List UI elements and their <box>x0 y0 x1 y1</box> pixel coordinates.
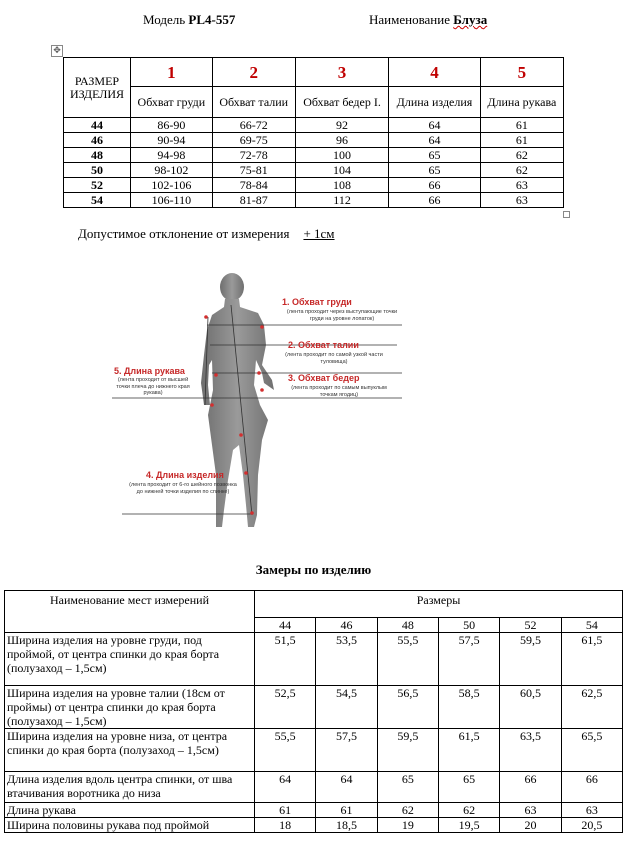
measure-name: Длина изделия вдоль центра спинки, от шва втачивания воротника до низа <box>5 772 255 803</box>
value-cell: 72-78 <box>212 148 295 163</box>
measure-value: 61,5 <box>438 729 499 772</box>
note-hips: (лента проходит по самым выпуклым точкам ягодиц) <box>291 385 387 398</box>
value-cell: 62 <box>480 163 563 178</box>
size-row <box>64 193 564 208</box>
measure-value: 65 <box>438 772 499 803</box>
model-label: Модель <box>143 12 186 27</box>
measure-name: Ширина изделия на уровне груди, под проймой, от центра спинки до края борта (полузаход – 1,5см) <box>5 633 255 686</box>
value-cell: 81-87 <box>212 193 295 208</box>
measure-value: 62,5 <box>561 686 622 729</box>
value-cell: 69-75 <box>212 133 295 148</box>
model-value: PL4-557 <box>188 12 236 27</box>
tolerance-text: Допустимое отклонение от измерения <box>78 226 290 241</box>
measure-value: 66 <box>500 772 561 803</box>
size-column-header: 54 <box>561 618 622 633</box>
size-header: РАЗМЕР ИЗДЕЛИЯ <box>69 73 125 101</box>
measure-value: 63 <box>561 803 622 818</box>
value-cell: 106-110 <box>131 193 213 208</box>
size-row <box>64 118 564 133</box>
tolerance-value: + 1см <box>303 226 335 241</box>
value-cell: 96 <box>295 133 389 148</box>
value-cell: 66 <box>389 178 480 193</box>
value-cell: 112 <box>295 193 389 208</box>
measure-value: 63 <box>500 803 561 818</box>
measure-value: 59,5 <box>500 633 561 686</box>
measure-value: 19,5 <box>438 818 499 833</box>
value-cell: 86-90 <box>131 118 213 133</box>
measure-value: 54,5 <box>316 686 377 729</box>
measure-value: 56,5 <box>377 686 438 729</box>
size-cell: 50 <box>64 163 131 178</box>
measure-value: 64 <box>255 772 316 803</box>
measure-name: Ширина изделия на уровне низа, от центра спинки до края борта (полузаход – 1,5см) <box>5 729 255 772</box>
size-column-header: 44 <box>255 618 316 633</box>
measure-value: 52,5 <box>255 686 316 729</box>
label-sleeve: 5. Длина рукава <box>114 366 185 376</box>
size-column-header: 48 <box>377 618 438 633</box>
measure-row <box>5 818 623 833</box>
value-cell: 65 <box>389 163 480 178</box>
value-cell: 64 <box>389 118 480 133</box>
measure-row <box>5 633 623 686</box>
value-cell: 66-72 <box>212 118 295 133</box>
measure-value: 61 <box>255 803 316 818</box>
value-cell: 63 <box>480 193 563 208</box>
product-name-header <box>369 12 487 28</box>
size-cell: 46 <box>64 133 131 148</box>
measures-title: Замеры по изделию <box>255 562 372 577</box>
measure-value: 53,5 <box>316 633 377 686</box>
measure-value: 19 <box>377 818 438 833</box>
measure-value: 55,5 <box>377 633 438 686</box>
measure-row <box>5 686 623 729</box>
value-cell: 78-84 <box>212 178 295 193</box>
model-header <box>143 12 235 28</box>
value-cell: 104 <box>295 163 389 178</box>
table-move-handle-icon[interactable]: ✥ <box>51 45 63 57</box>
col-name: Обхват талии <box>212 87 295 118</box>
col-name: Длина изделия <box>389 87 480 118</box>
size-cell: 52 <box>64 178 131 193</box>
measure-value: 62 <box>438 803 499 818</box>
name-label: Наименование <box>369 12 450 27</box>
col-name: Обхват бедер I. <box>295 87 389 118</box>
silhouette-image <box>112 265 412 550</box>
value-cell: 65 <box>389 148 480 163</box>
tolerance-line <box>78 226 335 242</box>
value-cell: 61 <box>480 118 563 133</box>
note-length: (лента проходит от 6-го шейного позвонка до нижней точки изделия по спинке) <box>129 482 237 495</box>
label-waist: 2. Обхват талии <box>288 340 359 350</box>
measure-value: 20,5 <box>561 818 622 833</box>
measure-value: 60,5 <box>500 686 561 729</box>
value-cell: 90-94 <box>131 133 213 148</box>
measure-row <box>5 772 623 803</box>
size-column-header: 50 <box>438 618 499 633</box>
size-cell: 48 <box>64 148 131 163</box>
size-row <box>64 133 564 148</box>
col-number: 2 <box>212 58 295 87</box>
value-cell: 94-98 <box>131 148 213 163</box>
value-cell: 63 <box>480 178 563 193</box>
value-cell: 102-106 <box>131 178 213 193</box>
note-sleeve: (лента проходит от высшей точки плеча до нижнего края рукава) <box>116 377 190 396</box>
size-row <box>64 178 564 193</box>
col-name: Обхват груди <box>131 87 213 118</box>
size-column-header: 52 <box>500 618 561 633</box>
measure-value: 18 <box>255 818 316 833</box>
measure-value: 57,5 <box>438 633 499 686</box>
value-cell: 75-81 <box>212 163 295 178</box>
value-cell: 62 <box>480 148 563 163</box>
measure-value: 63,5 <box>500 729 561 772</box>
value-cell: 92 <box>295 118 389 133</box>
measure-value: 20 <box>500 818 561 833</box>
measure-value: 65,5 <box>561 729 622 772</box>
measure-row <box>5 803 623 818</box>
value-cell: 61 <box>480 133 563 148</box>
measure-name: Ширина изделия на уровне талии (18см от проймы) от центра спинки до края борта (полузаход – 1,5см) <box>5 686 255 729</box>
measure-value: 57,5 <box>316 729 377 772</box>
col-name: Длина рукава <box>480 87 563 118</box>
place-header: Наименование мест измерений <box>5 591 255 633</box>
value-cell: 64 <box>389 133 480 148</box>
measure-value: 18,5 <box>316 818 377 833</box>
body-measurement-figure <box>112 265 412 550</box>
measure-value: 59,5 <box>377 729 438 772</box>
size-row <box>64 163 564 178</box>
measure-name: Длина рукава <box>5 803 255 818</box>
size-column-header: 46 <box>316 618 377 633</box>
value-cell: 98-102 <box>131 163 213 178</box>
measure-value: 64 <box>316 772 377 803</box>
label-length: 4. Длина изделия <box>146 470 224 480</box>
size-cell: 44 <box>64 118 131 133</box>
name-value: Блуза <box>453 12 488 27</box>
measure-row <box>5 729 623 772</box>
measure-value: 55,5 <box>255 729 316 772</box>
measure-value: 65 <box>377 772 438 803</box>
table-resize-handle[interactable] <box>563 211 570 218</box>
value-cell: 66 <box>389 193 480 208</box>
measure-name: Ширина половины рукава под проймой <box>5 818 255 833</box>
note-chest: (лента проходит через выступающие точки груди на уровне лопаток) <box>286 309 398 322</box>
col-number: 1 <box>131 58 213 87</box>
value-cell: 108 <box>295 178 389 193</box>
col-number: 5 <box>480 58 563 87</box>
measure-value: 51,5 <box>255 633 316 686</box>
size-row <box>64 148 564 163</box>
measures-table <box>4 590 623 833</box>
label-chest: 1. Обхват груди <box>282 297 352 307</box>
measure-value: 58,5 <box>438 686 499 729</box>
col-number: 3 <box>295 58 389 87</box>
measure-value: 66 <box>561 772 622 803</box>
measure-value: 61,5 <box>561 633 622 686</box>
size-table <box>63 57 564 208</box>
value-cell: 100 <box>295 148 389 163</box>
col-number: 4 <box>389 58 480 87</box>
label-hips: 3. Обхват бедер <box>288 373 360 383</box>
size-cell: 54 <box>64 193 131 208</box>
size-header-cell <box>64 58 131 118</box>
measure-value: 62 <box>377 803 438 818</box>
sizes-header: Размеры <box>255 591 623 618</box>
measure-value: 61 <box>316 803 377 818</box>
note-waist: (лента проходит по самой узкой части туловища) <box>285 352 383 365</box>
